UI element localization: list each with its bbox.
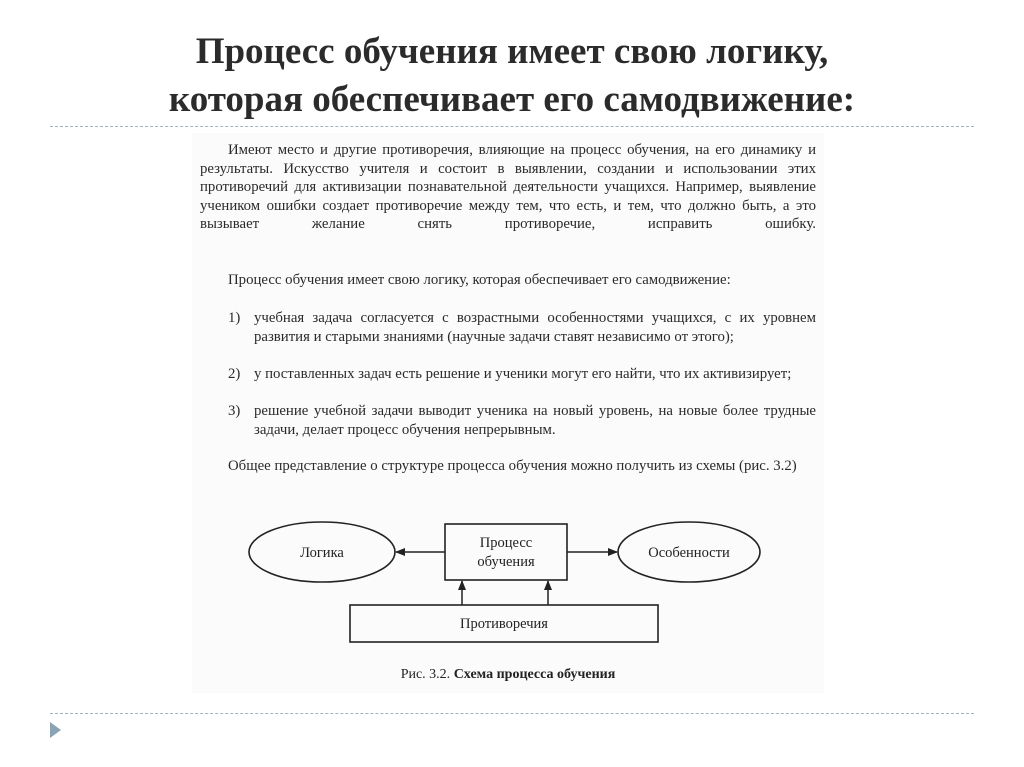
contradictions-node-label: Противоречия — [460, 616, 548, 632]
list-item-number: 3) — [228, 403, 241, 419]
process-node-label-line1: Процесс — [479, 535, 533, 551]
list-item-number: 1) — [228, 310, 241, 326]
caption-title: Схема процесса обучения — [453, 667, 616, 682]
list-item-text: у поставленных задач есть решение и ученики могут его найти, что их активизирует; — [254, 366, 792, 382]
logic-node-label: Логика — [300, 545, 344, 561]
paragraph-logic-intro: Процесс обучения имеет свою логику, которая обеспечивает его самодвижение: — [228, 272, 731, 288]
paragraph-structure: Общее представление о структуре процесса обучения можно получить из схемы (рис. 3.2) — [228, 458, 797, 474]
process-node-shape — [445, 524, 567, 580]
triangle-right-icon[interactable] — [50, 722, 61, 738]
slide-title-line1: Процесс обучения имеет свою логику, — [195, 31, 829, 72]
process-node-label-line2: обучения — [477, 554, 535, 570]
paragraph-contradictions: Имеют место и другие противоречия, влияющие на процесс обучения, на его динамику и результаты. Искусство учителя и состоит в выявлении, создании и использовании этих противоречий для активизации познавательной деятельности учащихся. Например, выявление учеником ошибки создает противоречие между тем, что есть, и тем, что должно быть, а это вызывает желание снять противоречие, исправить ошибку. — [200, 142, 816, 232]
list-item-text: учебная задача согласуется с возрастными особенностями учащихся, с их уровнем развития и старыми знаниями (научные задачи ставят независимо от этого); — [254, 310, 816, 345]
bottom-divider — [50, 713, 974, 714]
slide-title-line2: которая обеспечивает его самодвижение: — [168, 79, 856, 120]
caption-label: Рис. 3.2. — [400, 667, 451, 682]
features-node-label: Особенности — [648, 545, 730, 561]
list-item-number: 2) — [228, 366, 241, 382]
figure-caption — [200, 667, 816, 683]
list-item-text: решение учебной задачи выводит ученика на новый уровень, на новые более трудные задачи, делает процесс обучения непрерывным. — [254, 403, 816, 438]
